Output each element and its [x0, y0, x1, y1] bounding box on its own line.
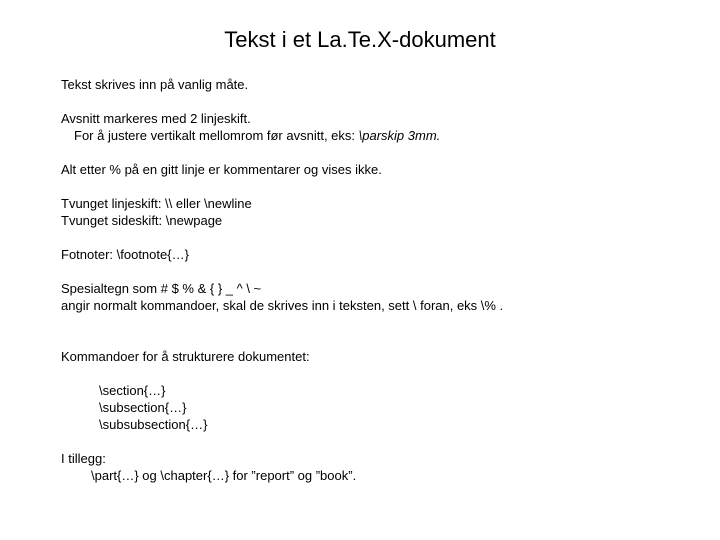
text-line-parskip — [61, 127, 701, 144]
text-line: Fotnoter: \footnote{…} — [61, 247, 189, 262]
command-line: \subsubsection{…} — [99, 417, 208, 432]
command-line: \part{…} og \chapter{…} for ”report” og ”book”. — [91, 468, 357, 483]
text-line: Tekst skrives inn på vanlig måte. — [61, 77, 249, 92]
text-line: Alt etter % på en gitt linje er kommentarer og vises ikke. — [61, 162, 382, 177]
command-line: \section{…} — [99, 383, 166, 398]
text-line: Spesialtegn som # $ % & { } _ ^ \ ~ — [61, 281, 262, 296]
text-line: Tvunget linjeskift: \\ eller \newline — [61, 196, 252, 211]
slide-body — [61, 76, 701, 484]
text-line-part: For å justere vertikalt mellomrom før avsnitt, eks: — [74, 128, 359, 143]
slide-title: Tekst i et La.Te.X-dokument — [224, 27, 496, 52]
text-line: I tillegg: — [61, 451, 106, 466]
text-line: Avsnitt markeres med 2 linjeskift. — [61, 111, 251, 126]
command-line: \subsection{…} — [99, 400, 187, 415]
text-line: angir normalt kommandoer, skal de skrives inn i teksten, sett \ foran, eks \% . — [61, 298, 504, 313]
text-line: Tvunget sideskift: \newpage — [61, 213, 223, 228]
parskip-example: \parskip 3mm. — [358, 128, 441, 143]
text-line: Kommandoer for å strukturere dokumentet: — [61, 349, 310, 364]
